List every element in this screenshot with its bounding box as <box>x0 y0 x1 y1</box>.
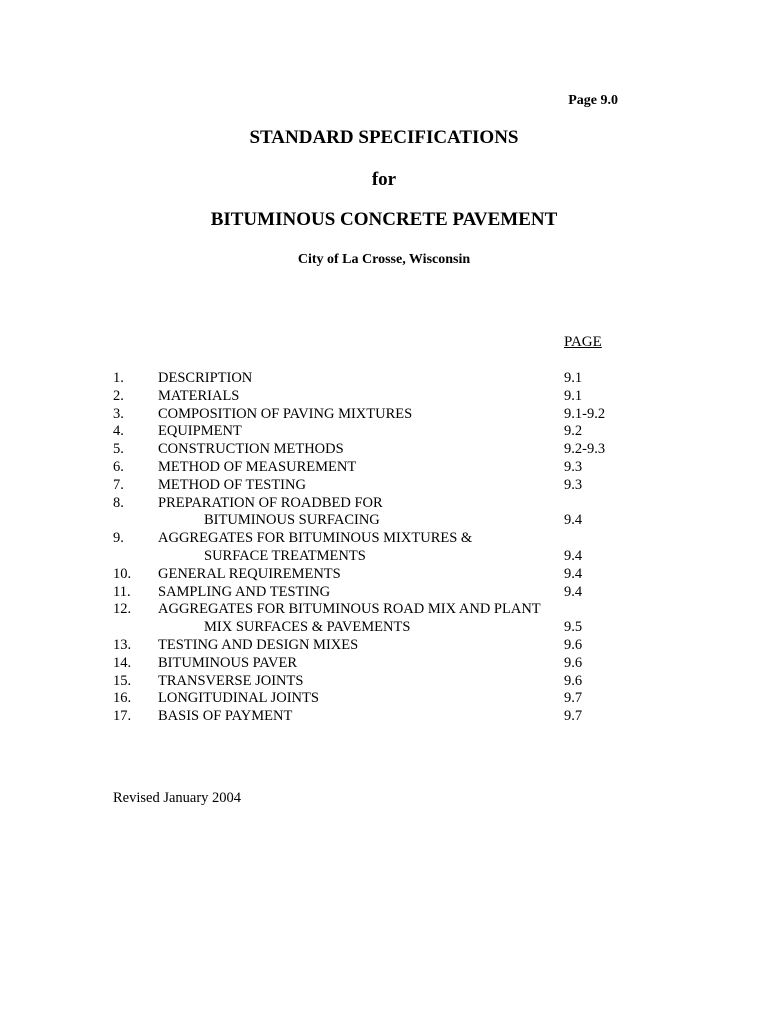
toc-number: 17. <box>113 708 132 725</box>
toc-title: BITUMINOUS SURFACING <box>204 512 380 529</box>
toc-page: 9.4 <box>564 512 583 529</box>
toc-page: 9.3 <box>564 476 583 493</box>
toc-row <box>0 584 768 602</box>
toc-title: BITUMINOUS PAVER <box>158 654 297 671</box>
toc-title: CONSTRUCTION METHODS <box>158 441 344 458</box>
toc-row <box>0 477 768 495</box>
toc-title: AGGREGATES FOR BITUMINOUS ROAD MIX AND PLANT <box>158 601 541 618</box>
toc-row <box>0 512 768 530</box>
toc-page: 9.3 <box>564 458 583 475</box>
toc-title: SURFACE TREATMENTS <box>204 547 366 564</box>
toc-page: 9.5 <box>564 619 583 636</box>
toc-page: 9.6 <box>564 654 583 671</box>
toc-row <box>0 566 768 584</box>
toc-row <box>0 370 768 388</box>
toc-page: 9.2-9.3 <box>564 441 606 458</box>
toc-row <box>0 406 768 424</box>
toc-row <box>0 619 768 637</box>
toc-title: METHOD OF TESTING <box>158 476 306 493</box>
toc-number: 1. <box>113 370 124 386</box>
document-subtitle: BITUMINOUS CONCRETE PAVEMENT <box>210 209 558 230</box>
revision-note: Revised January 2004 <box>113 790 242 806</box>
toc-page: 9.4 <box>564 565 583 582</box>
toc-number: 8. <box>113 494 124 511</box>
toc-number: 5. <box>113 441 124 458</box>
toc-number: 11. <box>113 583 131 600</box>
toc-number: 13. <box>113 636 132 653</box>
toc-number: 10. <box>113 565 132 582</box>
toc-title: TRANSVERSE JOINTS <box>158 672 304 689</box>
toc-page: 9.2 <box>564 423 583 440</box>
toc-page: 9.6 <box>564 636 583 653</box>
toc-title: AGGREGATES FOR BITUMINOUS MIXTURES & <box>158 530 473 547</box>
toc-page: 9.1 <box>564 370 583 386</box>
toc-title: EQUIPMENT <box>158 423 242 440</box>
toc-row <box>0 548 768 566</box>
document-title: STANDARD SPECIFICATIONS <box>249 127 519 148</box>
toc-number: 4. <box>113 423 124 440</box>
toc-number: 14. <box>113 654 132 671</box>
page-number: Page 9.0 <box>568 93 618 108</box>
toc-row <box>0 441 768 459</box>
toc-page: 9.1 <box>564 387 583 404</box>
toc-title: METHOD OF MEASUREMENT <box>158 458 357 475</box>
toc-row <box>0 601 768 619</box>
toc-number: 6. <box>113 458 124 475</box>
toc-row <box>0 655 768 673</box>
toc-page: 9.4 <box>564 547 583 564</box>
toc-page: 9.6 <box>564 672 583 689</box>
toc-title: MATERIALS <box>158 387 240 404</box>
toc-row <box>0 388 768 406</box>
toc-number: 12. <box>113 601 132 618</box>
toc-row <box>0 708 768 726</box>
toc-number: 16. <box>113 690 132 707</box>
toc-page: 9.7 <box>564 708 583 725</box>
table-of-contents <box>0 370 768 726</box>
toc-title: PREPARATION OF ROADBED FOR <box>158 494 383 511</box>
toc-row <box>0 673 768 691</box>
city-line: City of La Crosse, Wisconsin <box>297 252 471 267</box>
toc-row <box>0 690 768 708</box>
toc-title: LONGITUDINAL JOINTS <box>158 690 319 707</box>
toc-page-header: PAGE <box>564 334 602 350</box>
toc-title: DESCRIPTION <box>158 370 253 386</box>
toc-row <box>0 530 768 548</box>
toc-number: 2. <box>113 387 124 404</box>
toc-title: TESTING AND DESIGN MIXES <box>158 636 359 653</box>
toc-number: 7. <box>113 476 124 493</box>
toc-title: COMPOSITION OF PAVING MIXTURES <box>158 405 413 422</box>
toc-row <box>0 495 768 513</box>
toc-title: GENERAL REQUIREMENTS <box>158 565 341 582</box>
toc-title: SAMPLING AND TESTING <box>158 583 331 600</box>
toc-row <box>0 423 768 441</box>
toc-page: 9.7 <box>564 690 583 707</box>
toc-number: 3. <box>113 405 124 422</box>
toc-page: 9.1-9.2 <box>564 405 606 422</box>
toc-number: 9. <box>113 530 124 547</box>
toc-title: MIX SURFACES & PAVEMENTS <box>204 619 411 636</box>
title-connector: for <box>371 169 397 190</box>
toc-row <box>0 459 768 477</box>
toc-row <box>0 637 768 655</box>
toc-title: BASIS OF PAYMENT <box>158 708 293 725</box>
toc-page: 9.4 <box>564 583 583 600</box>
toc-number: 15. <box>113 672 132 689</box>
